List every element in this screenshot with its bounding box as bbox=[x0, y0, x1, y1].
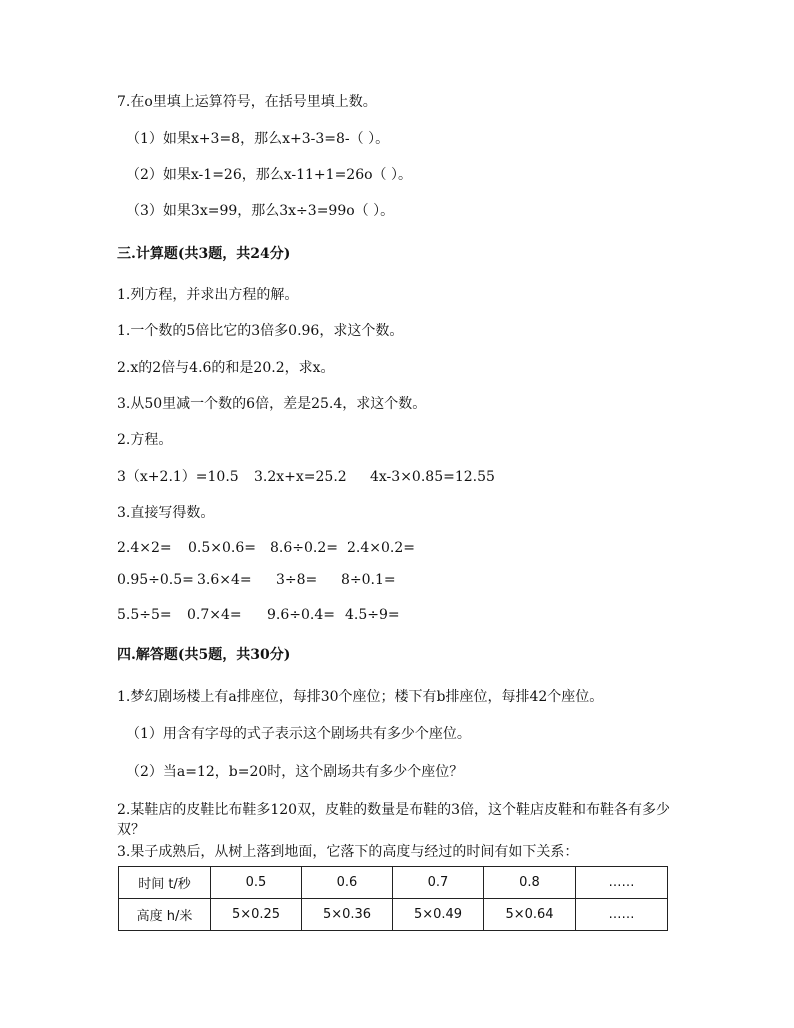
mental-math-item: 2.4×2= bbox=[117, 540, 172, 556]
section-3-heading: 三.计算题(共3题，共24分) bbox=[117, 246, 291, 262]
table-cell: 高度 h/米 bbox=[119, 899, 211, 931]
mental-math-row bbox=[117, 571, 677, 589]
mental-math-item: 0.5×0.6= bbox=[188, 540, 256, 556]
mental-math-item: 2.4×0.2= bbox=[347, 540, 415, 556]
mental-math-item: 9.6÷0.4= bbox=[267, 607, 335, 623]
fall-height-table bbox=[118, 866, 668, 931]
section-4-question-3: 3.果子成熟后，从树上落到地面，它落下的高度与经过的时间有如下关系： bbox=[117, 844, 579, 860]
mental-math-item: 3.6×4= bbox=[197, 572, 252, 588]
section-4-question-1: 1.梦幻剧场楼上有a排座位，每排30个座位；楼下有b排座位，每排42个座位。 bbox=[117, 689, 604, 705]
mental-math-item: 0.95÷0.5= bbox=[117, 572, 194, 588]
equation-1: 3（x+2.1）=10.5 bbox=[117, 469, 239, 485]
table-cell: …… bbox=[576, 899, 668, 931]
question-7-item-3: （3）如果3x=99，那么3x÷3=99o（ ）。 bbox=[126, 203, 395, 219]
mental-math-item: 0.7×4= bbox=[187, 607, 242, 623]
mental-math-row bbox=[117, 606, 677, 624]
section-3-part-1-item-3: 3.从50里减一个数的6倍，差是25.4，求这个数。 bbox=[117, 396, 427, 412]
table-cell: 5×0.64 bbox=[484, 899, 576, 931]
mental-math-item: 3÷8= bbox=[276, 572, 318, 588]
table-cell: 0.8 bbox=[484, 867, 576, 899]
table-row bbox=[119, 867, 668, 899]
equation-2: 3.2x+x=25.2 bbox=[254, 469, 347, 485]
mental-math-item: 4.5÷9= bbox=[345, 607, 400, 623]
mental-math-row bbox=[117, 539, 677, 557]
table-cell: 5×0.25 bbox=[211, 899, 302, 931]
section-4-question-1-item-1: （1）用含有字母的式子表示这个剧场共有多少个座位。 bbox=[126, 726, 471, 742]
mental-math-item: 5.5÷5= bbox=[117, 607, 172, 623]
section-3-part-1-title: 1.列方程，并求出方程的解。 bbox=[117, 287, 299, 303]
section-4-heading: 四.解答题(共5题，共30分) bbox=[117, 647, 291, 663]
section-4-question-2: 2.某鞋店的皮鞋比布鞋多120双，皮鞋的数量是布鞋的3倍，这个鞋店皮鞋和布鞋各有多少双？ bbox=[117, 802, 670, 838]
table-cell: 0.6 bbox=[302, 867, 393, 899]
table-cell: …… bbox=[576, 867, 668, 899]
section-3-part-3-title: 3.直接写得数。 bbox=[117, 505, 215, 521]
table-cell: 时间 t/秒 bbox=[119, 867, 211, 899]
question-7-title: 7.在o里填上运算符号，在括号里填上数。 bbox=[117, 94, 377, 110]
mental-math-item: 8.6÷0.2= bbox=[270, 540, 338, 556]
question-7-item-1: （1）如果x+3=8，那么x+3-3=8-（ ）。 bbox=[126, 131, 390, 147]
table-row bbox=[119, 899, 668, 931]
section-3-part-2-title: 2.方程。 bbox=[117, 432, 173, 448]
section-3-part-1-item-2: 2.x的2倍与4.6的和是20.2，求x。 bbox=[117, 360, 335, 376]
table-cell: 0.5 bbox=[211, 867, 302, 899]
section-4-question-1-item-2: （2）当a=12，b=20时，这个剧场共有多少个座位？ bbox=[126, 764, 464, 780]
table-cell: 5×0.36 bbox=[302, 899, 393, 931]
section-3-part-1-item-1: 1.一个数的5倍比它的3倍多0.96，求这个数。 bbox=[117, 323, 404, 339]
table-cell: 0.7 bbox=[393, 867, 484, 899]
equation-3: 4x-3×0.85=12.55 bbox=[370, 469, 495, 485]
equation-row bbox=[117, 468, 677, 486]
question-7-item-2: （2）如果x-1=26，那么x-11+1=26o（ ）。 bbox=[126, 167, 412, 183]
table-cell: 5×0.49 bbox=[393, 899, 484, 931]
mental-math-item: 8÷0.1= bbox=[341, 572, 396, 588]
